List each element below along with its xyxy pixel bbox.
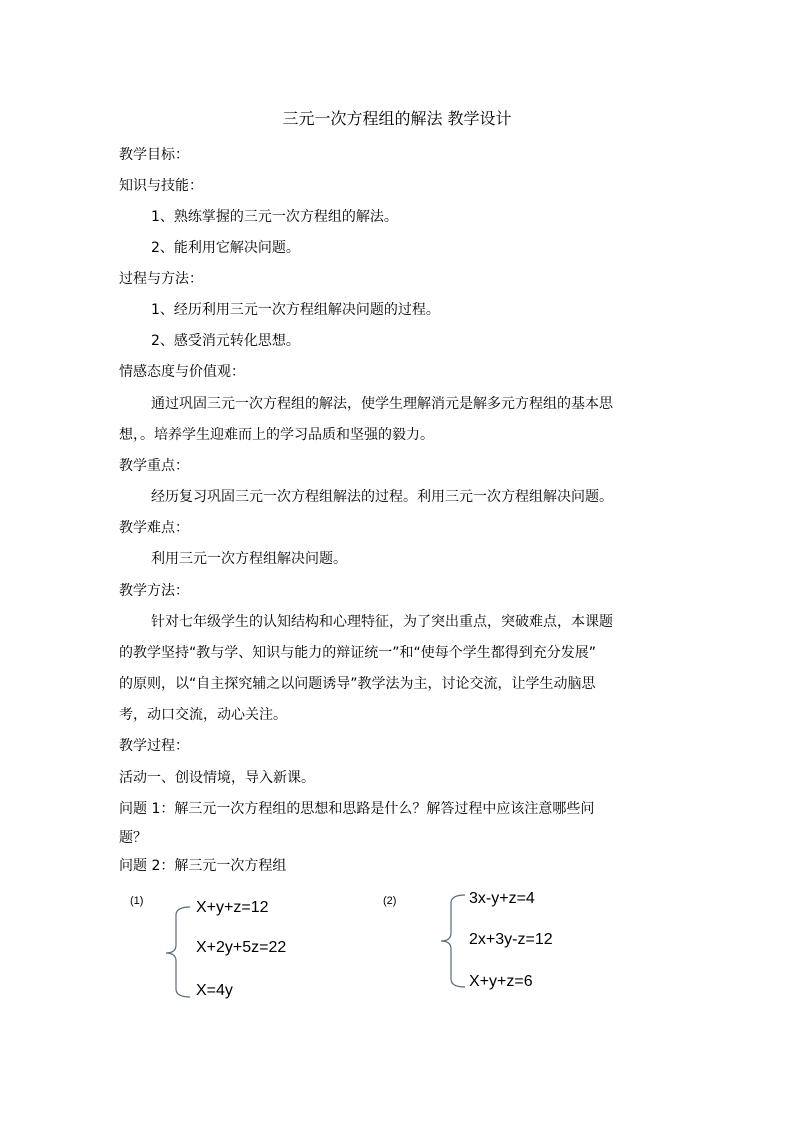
goal-item-1: 1、熟练掌握的三元一次方程组的解法。 xyxy=(151,209,398,225)
system-2-brace-icon xyxy=(437,893,467,991)
heading-attitude-values: 情感态度与价值观： xyxy=(119,364,245,380)
question-1-line-2: 题？ xyxy=(119,830,147,846)
methods-paragraph-line-3: 的原则，以“自主探究辅之以问题诱导”教学法为主，讨论交流，让学生动脑思 xyxy=(119,676,596,692)
system-1-equation-1: X+y+z=12 xyxy=(196,899,269,916)
system-1-equation-3: X=4y xyxy=(196,982,233,999)
attitude-paragraph-line-1: 通过巩固三元一次方程组的解法，使学生理解消元是解多元方程组的基本思 xyxy=(151,396,613,412)
process-item-2: 2、感受消元转化思想。 xyxy=(151,333,300,349)
heading-teaching-goals: 教学目标： xyxy=(119,147,189,163)
methods-paragraph-line-1: 针对七年级学生的认知结构和心理特征，为了突出重点，突破难点，本课题 xyxy=(151,614,613,630)
heading-teaching-process: 教学过程： xyxy=(119,738,189,754)
system-2-label: (2) xyxy=(383,895,397,907)
heading-knowledge-skills: 知识与技能： xyxy=(119,178,203,194)
heading-difficulties: 教学难点： xyxy=(119,520,189,536)
system-2-equation-1: 3x-y+z=4 xyxy=(469,890,535,907)
system-1-brace-icon xyxy=(162,905,192,999)
document-title: 三元一次方程组的解法 教学设计 xyxy=(282,109,512,128)
key-points-text: 经历复习巩固三元一次方程组解法的过程。利用三元一次方程组解决问题。 xyxy=(151,489,613,505)
system-1-label: (1) xyxy=(130,895,144,907)
methods-paragraph-line-4: 考，动口交流，动心关注。 xyxy=(119,707,287,723)
process-item-1: 1、经历利用三元一次方程组解决问题的过程。 xyxy=(151,302,440,318)
activity-1-heading: 活动一、创设情境，导入新课。 xyxy=(119,770,315,786)
system-2-equation-2: 2x+3y-z=12 xyxy=(469,931,553,948)
system-1-equation-2: X+2y+5z=22 xyxy=(196,939,287,956)
heading-key-points: 教学重点： xyxy=(119,458,189,474)
system-2-equation-3: X+y+z=6 xyxy=(469,973,533,990)
question-2-heading: 问题 2：解三元一次方程组 xyxy=(119,858,287,874)
attitude-paragraph-line-2: 想，。培养学生迎难而上的学习品质和坚强的毅力。 xyxy=(119,427,434,443)
goal-item-2: 2、能利用它解决问题。 xyxy=(151,240,300,256)
difficulties-text: 利用三元一次方程组解决问题。 xyxy=(151,551,347,567)
methods-paragraph-line-2: 的教学坚持“教与学、知识与能力的辩证统一”和“使每个学生都得到充分发展” xyxy=(119,645,597,661)
heading-process-methods: 过程与方法： xyxy=(119,271,203,287)
heading-teaching-methods: 教学方法： xyxy=(119,583,189,599)
question-1-line-1: 问题 1：解三元一次方程组的思想和思路是什么？解答过程中应该注意哪些问 xyxy=(119,801,595,817)
